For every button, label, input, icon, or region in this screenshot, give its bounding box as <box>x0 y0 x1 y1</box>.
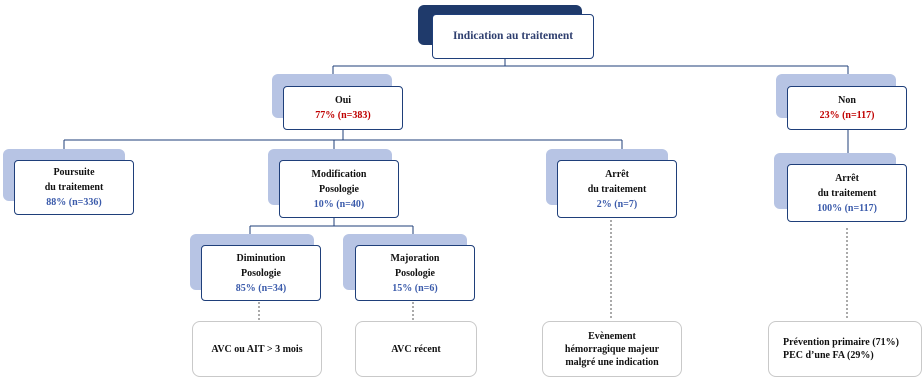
majoration-stat: 15% (n=6) <box>392 282 438 294</box>
majoration-node <box>355 245 475 301</box>
majoration-line1: Majoration <box>390 252 440 264</box>
note-arret-oui-line1: Evènement <box>588 330 636 342</box>
arret-oui-node <box>557 160 677 218</box>
oui-label: Oui <box>334 95 352 106</box>
poursuite-line2: du traitement <box>44 182 104 193</box>
note-majoration-text: AVC récent <box>391 343 441 355</box>
note-arret-non <box>768 321 922 377</box>
diminution-line2: Posologie <box>241 267 281 279</box>
modification-stat: 10% (n=40) <box>313 198 365 210</box>
poursuite-line1: Poursuite <box>53 167 95 178</box>
note-arret-oui-line3: malgré une indication <box>565 356 659 368</box>
diminution-node <box>201 245 321 301</box>
note-arret-non-line2: PEC d’une FA (29%) <box>783 350 874 361</box>
note-diminution <box>192 321 322 377</box>
note-diminution-text: AVC ou AIT > 3 mois <box>211 343 303 355</box>
majoration-line2: Posologie <box>395 267 435 279</box>
oui-node <box>283 86 403 130</box>
non-stat: 23% (n=117) <box>819 110 875 121</box>
arret-oui-line1: Arrêt <box>605 168 629 180</box>
root-label: Indication au traitement <box>452 30 574 42</box>
arret-non-line2: du traitement <box>817 187 877 199</box>
note-arret-oui-line2: hémorragique majeur <box>564 343 660 355</box>
poursuite-node <box>14 160 134 215</box>
oui-stat: 77% (n=383) <box>315 110 371 121</box>
arret-non-line1: Arrêt <box>835 172 859 184</box>
arret-non-stat: 100% (n=117) <box>817 202 877 214</box>
poursuite-stat: 88% (n=336) <box>46 197 102 208</box>
root-node <box>432 14 594 59</box>
modification-line2: Posologie <box>319 183 359 195</box>
diminution-line1: Diminution <box>236 252 286 264</box>
modification-line1: Modification <box>311 168 367 180</box>
non-node <box>787 86 907 130</box>
arret-oui-stat: 2% (n=7) <box>596 198 638 210</box>
arret-non-node <box>787 164 907 222</box>
non-label: Non <box>838 95 856 106</box>
arret-oui-line2: du traitement <box>587 183 647 195</box>
diminution-stat: 85% (n=34) <box>235 282 287 294</box>
note-arret-non-line1: Prévention primaire (71%) <box>783 337 899 348</box>
note-majoration <box>355 321 477 377</box>
note-arret-oui <box>542 321 682 377</box>
modification-node <box>279 160 399 218</box>
